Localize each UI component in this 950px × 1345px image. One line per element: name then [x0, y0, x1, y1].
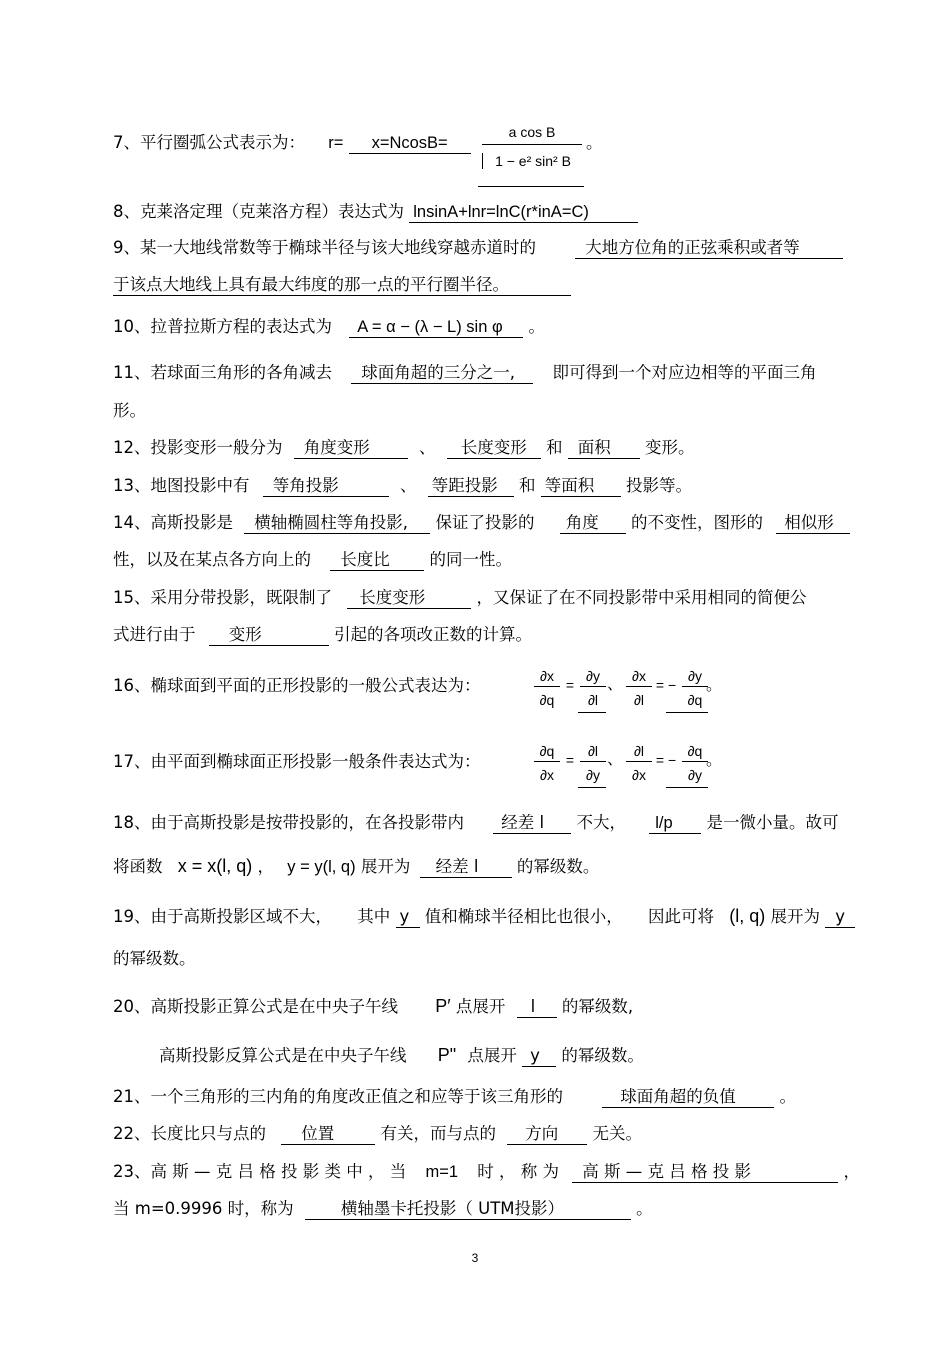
q12-sep-1: 、: [419, 438, 436, 457]
q18-blank-3: 经差 l: [420, 857, 512, 878]
question-10: [113, 316, 545, 338]
q15-mid: ，又保证了在不同投影带中采用相同的简便公: [476, 588, 807, 607]
q12-blank-2: 长度变形: [447, 438, 541, 459]
q16-neg-equals: = −: [655, 677, 677, 693]
question-16: 16、椭球面到平面的正形投影的一般公式表达为：: [113, 676, 481, 695]
q13-blank-3: 等面积: [541, 476, 621, 497]
q17-frac-d-bar: [682, 761, 708, 762]
q16-frac-d-den: ∂q: [687, 692, 703, 708]
q19-blank-1: y: [396, 907, 420, 928]
q11-blank: 球面角超的三分之一,: [351, 363, 533, 384]
q18-function-y: y = y(l, q): [287, 858, 356, 876]
q17-neg-equals: = −: [655, 752, 677, 768]
q7-r: r=: [328, 134, 344, 152]
q22-mid: 有关，而与点的: [380, 1124, 496, 1143]
q16-frac-d-bar: [682, 686, 708, 687]
q23-line2-end: 。: [636, 1199, 653, 1218]
q22-end: 无关。: [592, 1124, 642, 1143]
question-12: [113, 437, 695, 459]
q12-end: 变形。: [645, 438, 695, 457]
q14-blank-4: 长度比: [330, 550, 424, 571]
q20-end: 的幂级数,: [561, 997, 634, 1016]
q19-paren: (l, q): [729, 906, 766, 926]
q9-blank-2: 于该点大地线上具有最大纬度的那一点的平行圈半径。: [113, 275, 571, 296]
q17-end: 。: [706, 752, 723, 769]
q17-answer-underline-1: [578, 787, 606, 788]
q16-frac-c-num: ∂x: [632, 668, 646, 684]
q16-frac-d-num: ∂y: [688, 668, 702, 684]
q13-sep-1: 、: [400, 476, 417, 495]
question-11: [113, 362, 817, 384]
q22-blank-1: 位置: [281, 1124, 375, 1145]
question-15-line-2: [113, 624, 532, 646]
q18-function-x: x = x(l, q): [177, 856, 253, 876]
q15-prefix: 15、采用分带投影，既限制了: [113, 588, 332, 607]
question-17: 17、由平面到椭球面正形投影一般条件表达式为：: [113, 752, 481, 771]
question-14: [113, 512, 850, 534]
q12-prefix: 12、投影变形一般分为: [113, 438, 283, 457]
question-14-line-2: [113, 549, 512, 571]
q17-frac-d-num: ∂q: [687, 743, 703, 759]
q17-frac-b-bar: [580, 761, 606, 762]
q19-mid-1: 其中: [357, 907, 391, 926]
q12-sep-2: 和: [546, 438, 563, 457]
q11-continuation: 形。: [113, 401, 146, 420]
q23-comma: ，: [843, 1162, 861, 1181]
q20-line2-end: 的幂级数。: [561, 1046, 644, 1065]
q19-blank-2: y: [825, 907, 855, 928]
question-19: [113, 905, 855, 928]
q17-answer-underline-2: [666, 787, 708, 788]
q7-fraction-bar: [482, 144, 582, 145]
q14-mid-2: 的不变性，图形的: [631, 513, 763, 532]
q18-comma: ，: [257, 857, 275, 876]
q14-mid-1: 保证了投影的: [435, 513, 535, 532]
q18-line2-mid: 展开为: [360, 857, 411, 876]
q14-line2-prefix: 性，以及在某点各方向上的: [113, 550, 311, 569]
question-13: [113, 475, 692, 497]
q23-blank-2: 横轴墨卡托投影（ UTM投影）: [305, 1199, 631, 1220]
q14-blank-2: 角度: [560, 513, 626, 534]
q16-separator: 、: [606, 676, 623, 693]
q18-blank-1: 经差 l: [493, 813, 571, 834]
q17-frac-b-num: ∂l: [587, 743, 599, 759]
q7-denominator: 1 − e² sin² B: [482, 153, 583, 169]
q20-point-p2: P": [437, 1045, 457, 1065]
question-18-line-2: [113, 855, 599, 878]
q23-m-value: m=1: [425, 1163, 459, 1181]
page-number: 3: [471, 1251, 479, 1265]
q13-prefix: 13、地图投影中有: [113, 476, 250, 495]
question-9: [113, 237, 843, 259]
q20-blank-1: l: [517, 997, 557, 1018]
q16-frac-b-den: ∂l: [587, 692, 599, 708]
q17-frac-a-den: ∂x: [540, 767, 554, 783]
q16-frac-a-den: ∂q: [539, 692, 555, 708]
q12-blank-3: 面积: [568, 438, 640, 459]
q16-equals: =: [565, 677, 575, 693]
question-20: [113, 995, 633, 1018]
q17-separator: 、: [606, 751, 623, 768]
q7-end: 。: [586, 133, 603, 152]
q7-numerator: a cos B: [508, 124, 556, 140]
q23-mid: 时 ， 称 为: [477, 1162, 560, 1181]
q21-blank: 球面角超的负值: [602, 1087, 774, 1108]
q19-continuation: 的幂级数。: [113, 949, 196, 968]
q19-prefix: 19、由于高斯投影区域不大，: [113, 907, 332, 926]
q17-frac-a-bar: [534, 761, 560, 762]
q17-frac-a-num: ∂q: [539, 743, 555, 759]
q15-blank-2: 变形: [209, 625, 329, 646]
q7-answer-underline: [478, 186, 584, 187]
q21-end: 。: [779, 1087, 796, 1106]
q18-prefix: 18、由于高斯投影是按带投影的，在各投影带内: [113, 813, 464, 832]
q20-line2-mid: 点展开: [467, 1046, 517, 1065]
q9-blank-1: 大地方位角的正弦乘积或者等: [575, 238, 843, 259]
q18-blank-2: l/p: [649, 813, 701, 834]
q15-blank-1: 长度变形: [347, 588, 471, 609]
q19-mid-2: 值和椭球半径相比也很小，: [424, 907, 623, 926]
question-22: [113, 1123, 642, 1145]
q14-blank-3: 相似形: [776, 513, 850, 534]
q17-frac-c-bar: [626, 761, 652, 762]
question-15: [113, 587, 807, 609]
q16-frac-b-num: ∂y: [586, 668, 600, 684]
q16-frac-a-bar: [534, 686, 560, 687]
q10-blank: A = α − (λ − L) sin φ: [349, 317, 523, 338]
q18-line2-prefix: 将函数: [113, 857, 163, 876]
q23-prefix: 23、高 斯 — 克 吕 格 投 影 类 中 ， 当: [113, 1162, 407, 1181]
q20-mid: 点展开: [455, 997, 506, 1016]
question-18: [113, 812, 839, 834]
question-9-line-2: [113, 274, 571, 296]
question-20-line-2: [159, 1044, 644, 1067]
q9-prefix: 9、某一大地线常数等于椭球半径与该大地线穿越赤道时的: [113, 238, 536, 257]
q20-prefix: 20、高斯投影正算公式是在中央子午线: [113, 997, 398, 1016]
q17-frac-d-den: ∂y: [688, 767, 702, 783]
q17-equals: =: [565, 752, 575, 768]
q10-end: 。: [528, 317, 545, 336]
q13-blank-2: 等距投影: [428, 476, 514, 497]
q16-frac-b-bar: [580, 686, 606, 687]
q13-sep-2: 和: [519, 476, 536, 495]
question-7: [113, 132, 471, 154]
question-8: [113, 201, 638, 223]
q17-frac-b-den: ∂y: [586, 767, 600, 783]
q22-prefix: 22、长度比只与点的: [113, 1124, 266, 1143]
q16-answer-underline-2: [666, 712, 708, 713]
q16-frac-a-num: ∂x: [540, 668, 554, 684]
q18-end: 是一微小量。故可: [706, 813, 839, 832]
q20-line2-prefix: 高斯投影反算公式是在中央子午线: [159, 1046, 407, 1065]
q20-blank-2: y: [522, 1046, 556, 1067]
q17-frac-c-den: ∂x: [632, 767, 646, 783]
q15-end: 引起的各项改正数的计算。: [334, 625, 532, 644]
q17-frac-c-num: ∂l: [633, 743, 645, 759]
q22-blank-2: 方向: [507, 1124, 587, 1145]
q19-mid-3: 因此可将: [648, 907, 714, 926]
q8-prefix: 8、克莱洛定理（克莱洛方程）表达式为: [113, 202, 404, 221]
q10-prefix: 10、拉普拉斯方程的表达式为: [113, 317, 332, 336]
q12-blank-1: 角度变形: [294, 438, 408, 459]
q8-blank: lnsinA+lnr=lnC(r*inA=C): [409, 202, 638, 223]
q13-end: 投影等。: [626, 476, 692, 495]
q11-post: 即可得到一个对应边相等的平面三角: [552, 363, 817, 382]
q14-prefix: 14、高斯投影是: [113, 513, 233, 532]
q16-frac-c-bar: [626, 686, 652, 687]
q16-frac-c-den: ∂l: [633, 692, 645, 708]
question-23: [113, 1161, 860, 1183]
q15-line2-prefix: 式进行由于: [113, 625, 196, 644]
q18-mid-1: 不大，: [576, 813, 626, 832]
q19-mid-4: 展开为: [770, 907, 820, 926]
q14-blank-1: 横轴椭圆柱等角投影,: [244, 513, 430, 534]
q21-prefix: 21、一个三角形的三内角的角度改正值之和应等于该三角形的: [113, 1087, 563, 1106]
question-23-line-2: [113, 1198, 653, 1220]
q16-end: 。: [706, 677, 723, 694]
q23-blank-1: 高 斯 — 克 吕 格 投 影: [572, 1162, 838, 1183]
q18-line2-end: 的幂级数。: [516, 857, 600, 876]
q23-line2-prefix: 当 m=0.9996 时，称为: [113, 1199, 294, 1218]
q13-blank-1: 等角投影: [263, 476, 389, 497]
q16-answer-underline-1: [578, 712, 606, 713]
question-21: [113, 1086, 796, 1108]
q7-blank: x=NcosB=: [349, 133, 471, 154]
q7-prefix: 7、平行圈弧公式表示为：: [113, 133, 305, 152]
q20-point-p: P′: [435, 996, 451, 1016]
q11-prefix: 11、若球面三角形的各角减去: [113, 363, 332, 382]
q14-end: 的同一性。: [429, 550, 512, 569]
